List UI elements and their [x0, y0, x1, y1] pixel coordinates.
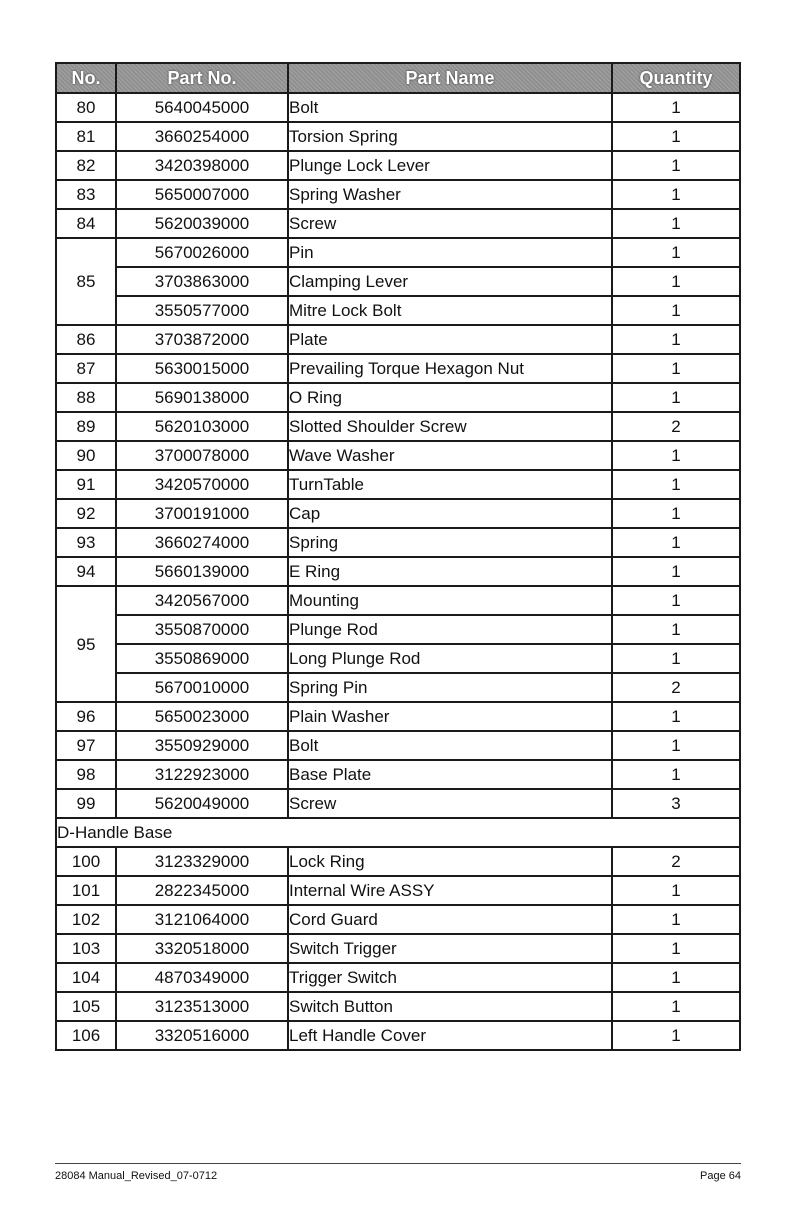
- row-quantity: 1: [612, 905, 740, 934]
- row-no: 97: [56, 731, 116, 760]
- row-part-name: Plunge Rod: [288, 615, 612, 644]
- row-part-name: O Ring: [288, 383, 612, 412]
- row-part-no: 2822345000: [116, 876, 288, 905]
- row-part-no: 5640045000: [116, 93, 288, 122]
- table-row: [56, 296, 740, 325]
- table-row: [56, 412, 740, 441]
- row-no: 86: [56, 325, 116, 354]
- row-part-name: Torsion Spring: [288, 122, 612, 151]
- header-no: No.: [56, 63, 116, 93]
- row-no: 94: [56, 557, 116, 586]
- table-row: [56, 470, 740, 499]
- row-part-name: Plate: [288, 325, 612, 354]
- row-part-no: 3420570000: [116, 470, 288, 499]
- row-no: 100: [56, 847, 116, 876]
- row-part-name: Spring: [288, 528, 612, 557]
- row-part-no: 3700191000: [116, 499, 288, 528]
- row-part-name: Long Plunge Rod: [288, 644, 612, 673]
- table-section-row: [56, 818, 740, 847]
- row-no: 85: [56, 238, 116, 325]
- row-part-no: 4870349000: [116, 963, 288, 992]
- row-quantity: 1: [612, 731, 740, 760]
- row-quantity: 1: [612, 441, 740, 470]
- row-part-no: 3700078000: [116, 441, 288, 470]
- row-quantity: 2: [612, 673, 740, 702]
- row-no: 99: [56, 789, 116, 818]
- row-part-no: 3660274000: [116, 528, 288, 557]
- row-quantity: 1: [612, 557, 740, 586]
- row-quantity: 1: [612, 209, 740, 238]
- row-part-no: 5670010000: [116, 673, 288, 702]
- row-no: 83: [56, 180, 116, 209]
- header-part-name: Part Name: [288, 63, 612, 93]
- row-part-name: Pin: [288, 238, 612, 267]
- row-no: 95: [56, 586, 116, 702]
- row-part-no: 5660139000: [116, 557, 288, 586]
- row-quantity: 1: [612, 180, 740, 209]
- row-part-name: Spring Pin: [288, 673, 612, 702]
- row-no: 89: [56, 412, 116, 441]
- table-row: [56, 847, 740, 876]
- table-row: [56, 528, 740, 557]
- row-quantity: 1: [612, 963, 740, 992]
- table-row: [56, 383, 740, 412]
- row-quantity: 1: [612, 151, 740, 180]
- row-no: 87: [56, 354, 116, 383]
- table-row: [56, 267, 740, 296]
- row-part-name: Bolt: [288, 93, 612, 122]
- table-row: [56, 209, 740, 238]
- row-part-no: 3320516000: [116, 1021, 288, 1050]
- table-row: [56, 238, 740, 267]
- row-part-no: 5620103000: [116, 412, 288, 441]
- table-row: [56, 760, 740, 789]
- table-row: [56, 93, 740, 122]
- row-part-no: 3550929000: [116, 731, 288, 760]
- row-part-no: 3123513000: [116, 992, 288, 1021]
- parts-table: [55, 62, 741, 1051]
- row-part-name: Screw: [288, 789, 612, 818]
- row-part-name: Trigger Switch: [288, 963, 612, 992]
- row-no: 105: [56, 992, 116, 1021]
- row-quantity: 1: [612, 615, 740, 644]
- row-part-no: 5630015000: [116, 354, 288, 383]
- row-part-no: 3123329000: [116, 847, 288, 876]
- row-part-no: 5650007000: [116, 180, 288, 209]
- row-part-name: Base Plate: [288, 760, 612, 789]
- table-row: [56, 441, 740, 470]
- table-row: [56, 934, 740, 963]
- row-quantity: 1: [612, 586, 740, 615]
- row-part-no: 3121064000: [116, 905, 288, 934]
- row-no: 88: [56, 383, 116, 412]
- row-no: 91: [56, 470, 116, 499]
- table-row: [56, 644, 740, 673]
- row-part-name: Wave Washer: [288, 441, 612, 470]
- row-part-name: Internal Wire ASSY: [288, 876, 612, 905]
- row-part-no: 3122923000: [116, 760, 288, 789]
- row-part-name: Mounting: [288, 586, 612, 615]
- row-part-no: 3420398000: [116, 151, 288, 180]
- table-row: [56, 731, 740, 760]
- row-quantity: 1: [612, 238, 740, 267]
- table-row: [56, 499, 740, 528]
- row-no: 98: [56, 760, 116, 789]
- row-part-name: Switch Trigger: [288, 934, 612, 963]
- row-part-name: Mitre Lock Bolt: [288, 296, 612, 325]
- row-part-name: Spring Washer: [288, 180, 612, 209]
- header-quantity: Quantity: [612, 63, 740, 93]
- row-quantity: 1: [612, 383, 740, 412]
- table-row: [56, 180, 740, 209]
- header-part-no: Part No.: [116, 63, 288, 93]
- row-no: 80: [56, 93, 116, 122]
- row-part-name: TurnTable: [288, 470, 612, 499]
- row-part-no: 5670026000: [116, 238, 288, 267]
- footer-page-number: Page 64: [700, 1170, 741, 1182]
- row-quantity: 1: [612, 876, 740, 905]
- table-row: [56, 1021, 740, 1050]
- row-no: 92: [56, 499, 116, 528]
- row-part-name: Lock Ring: [288, 847, 612, 876]
- table-row: [56, 876, 740, 905]
- row-part-name: Clamping Lever: [288, 267, 612, 296]
- row-part-name: Left Handle Cover: [288, 1021, 612, 1050]
- row-part-no: 3550577000: [116, 296, 288, 325]
- row-part-name: Plain Washer: [288, 702, 612, 731]
- row-quantity: 1: [612, 992, 740, 1021]
- row-quantity: 2: [612, 412, 740, 441]
- row-part-name: Plunge Lock Lever: [288, 151, 612, 180]
- table-row: [56, 702, 740, 731]
- row-part-name: Switch Button: [288, 992, 612, 1021]
- row-part-no: 3550870000: [116, 615, 288, 644]
- row-part-no: 3550869000: [116, 644, 288, 673]
- row-quantity: 2: [612, 847, 740, 876]
- table-row: [56, 586, 740, 615]
- row-quantity: 1: [612, 325, 740, 354]
- section-title: D-Handle Base: [56, 818, 740, 847]
- row-no: 101: [56, 876, 116, 905]
- row-part-name: Screw: [288, 209, 612, 238]
- table-row: [56, 122, 740, 151]
- table-row: [56, 963, 740, 992]
- row-no: 104: [56, 963, 116, 992]
- row-no: 103: [56, 934, 116, 963]
- row-part-no: 5650023000: [116, 702, 288, 731]
- row-no: 81: [56, 122, 116, 151]
- row-quantity: 1: [612, 267, 740, 296]
- row-part-no: 3703872000: [116, 325, 288, 354]
- page-footer: [55, 1163, 741, 1182]
- table-row: [56, 557, 740, 586]
- row-quantity: 1: [612, 1021, 740, 1050]
- row-quantity: 3: [612, 789, 740, 818]
- table-row: [56, 615, 740, 644]
- row-quantity: 1: [612, 296, 740, 325]
- row-part-no: 5690138000: [116, 383, 288, 412]
- row-part-no: 3703863000: [116, 267, 288, 296]
- row-part-no: 5620049000: [116, 789, 288, 818]
- row-quantity: 1: [612, 760, 740, 789]
- row-quantity: 1: [612, 470, 740, 499]
- row-quantity: 1: [612, 93, 740, 122]
- table-row: [56, 354, 740, 383]
- table-row: [56, 151, 740, 180]
- row-quantity: 1: [612, 644, 740, 673]
- table-header-row: [56, 63, 740, 93]
- row-no: 90: [56, 441, 116, 470]
- row-quantity: 1: [612, 122, 740, 151]
- row-part-no: 3420567000: [116, 586, 288, 615]
- table-row: [56, 992, 740, 1021]
- row-part-no: 3320518000: [116, 934, 288, 963]
- row-part-no: 3660254000: [116, 122, 288, 151]
- footer-document-name: 28084 Manual_Revised_07-0712: [55, 1170, 218, 1182]
- row-quantity: 1: [612, 528, 740, 557]
- row-part-name: Cap: [288, 499, 612, 528]
- row-no: 93: [56, 528, 116, 557]
- table-row: [56, 325, 740, 354]
- row-part-name: E Ring: [288, 557, 612, 586]
- row-part-name: Prevailing Torque Hexagon Nut: [288, 354, 612, 383]
- table-row: [56, 789, 740, 818]
- row-no: 82: [56, 151, 116, 180]
- row-part-name: Cord Guard: [288, 905, 612, 934]
- row-part-name: Bolt: [288, 731, 612, 760]
- row-no: 102: [56, 905, 116, 934]
- row-quantity: 1: [612, 354, 740, 383]
- row-part-no: 5620039000: [116, 209, 288, 238]
- table-row: [56, 673, 740, 702]
- row-quantity: 1: [612, 499, 740, 528]
- row-quantity: 1: [612, 934, 740, 963]
- table-row: [56, 905, 740, 934]
- row-no: 96: [56, 702, 116, 731]
- row-quantity: 1: [612, 702, 740, 731]
- row-no: 84: [56, 209, 116, 238]
- row-part-name: Slotted Shoulder Screw: [288, 412, 612, 441]
- row-no: 106: [56, 1021, 116, 1050]
